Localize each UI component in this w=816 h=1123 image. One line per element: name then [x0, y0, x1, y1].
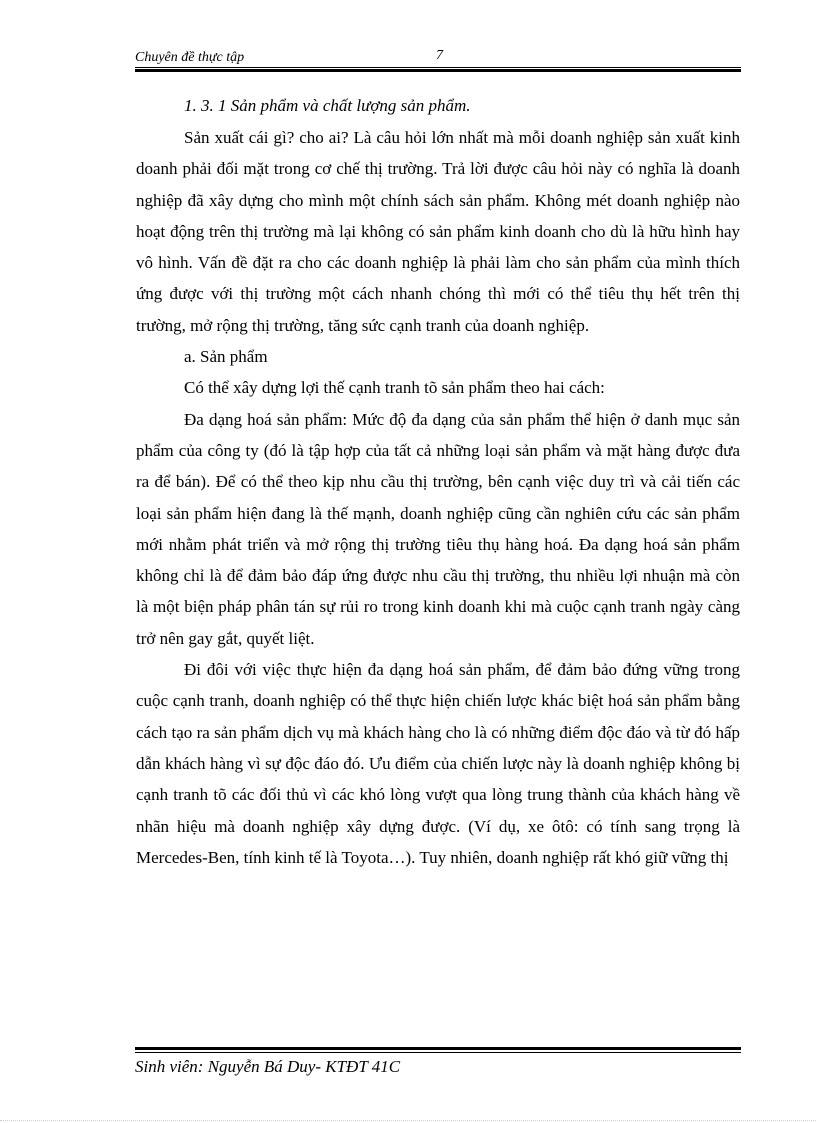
page-number: 7 [436, 48, 443, 63]
page-header [135, 48, 741, 74]
footer-author: Sinh viên: Nguyễn Bá Duy- KTĐT 41C [135, 1057, 401, 1076]
paragraph-two-ways: Có thể xây dựng lợi thế cạnh tranh tõ sản phẩm theo hai cách: [184, 378, 605, 398]
page-bottom-border [0, 1120, 816, 1121]
body-text [136, 90, 740, 873]
paragraph-intro: Sản xuất cái gì? cho ai? Là câu hỏi lớn nhất mà mỗi doanh nghiệp sản xuất kinh doanh phải đối mặt trong cơ chế thị trường. Trả lời được câu hỏi này có nghĩa là doanh nghiệp đã xây dựng cho mình một chính sách sản phẩm. Không mét doanh nghiệp nào hoạt động trên thị trường mà lại không có sản phẩm kinh doanh cho dù là hữu hình hay vô hình. Vấn đề đặt ra cho các doanh nghiệp là phải làm cho sản phẩm của mình thích ứng được với thị trường một cách nhanh chóng thì mới có thể tiêu thụ hết trên thị trường, mở rộng thị trường, tăng sức cạnh tranh của doanh nghiệp. [136, 128, 740, 335]
paragraph-diversification: Đa dạng hoá sản phẩm: Mức độ đa dạng của sản phẩm thể hiện ở danh mục sản phẩm của công ty (đó là tập hợp của tất cả những loại sản phẩm và mặt hàng được đưa ra để bán). Để có thể theo kịp nhu cầu thị trường, bên cạnh việc duy trì và cải tiến các loại sản phẩm hiện đang là thế mạnh, doanh nghiệp cũng cần nghiên cứu các sản phẩm mới nhằm phát triển và mở rộng thị trường tiêu thụ hàng hoá. Đa dạng hoá sản phẩm không chỉ là để đảm bảo đáp ứng được nhu cầu thị trường, thu nhiều lợi nhuận mà còn là một biện pháp phân tán sự rủi ro trong kinh doanh khi mà cuộc cạnh tranh ngày càng trở nên gay gắt, quyết liệt. [136, 409, 740, 648]
subheading-san-pham: a. Sản phẩm [184, 347, 268, 367]
footer-rule-thick [135, 1047, 741, 1050]
page-footer [135, 1047, 741, 1087]
header-rule-thick [135, 69, 741, 72]
header-rule-thin [135, 67, 741, 68]
section-heading: 1. 3. 1 Sản phẩm và chất lượng sản phẩm. [184, 96, 471, 115]
header-title: Chuyên đề thực tập [135, 50, 245, 65]
paragraph-differentiation: Đi đôi với việc thực hiện đa dạng hoá sản phẩm, để đảm bảo đứng vững trong cuộc cạnh tranh, doanh nghiệp có thể thực hiện chiến lược khác biệt hoá sản phẩm bằng cách tạo ra sản phẩm dịch vụ mà khách hàng cho là có những điểm độc đáo và từ đó hấp dẫn khách hàng vì sự độc đáo đó. Ưu điểm của chiến lược này là doanh nghiệp không bị cạnh tranh tõ các đối thủ vì các khó lòng vượt qua lòng trung thành của khách hàng về nhãn hiệu mà doanh nghiệp xây dựng được. (Ví dụ, xe ôtô: có tính sang trọng là Mercedes-Ben, tính kinh tế là Toyota…). Tuy nhiên, doanh nghiệp rất khó giữ vững thị [136, 660, 740, 867]
footer-rule-thin [135, 1052, 741, 1053]
